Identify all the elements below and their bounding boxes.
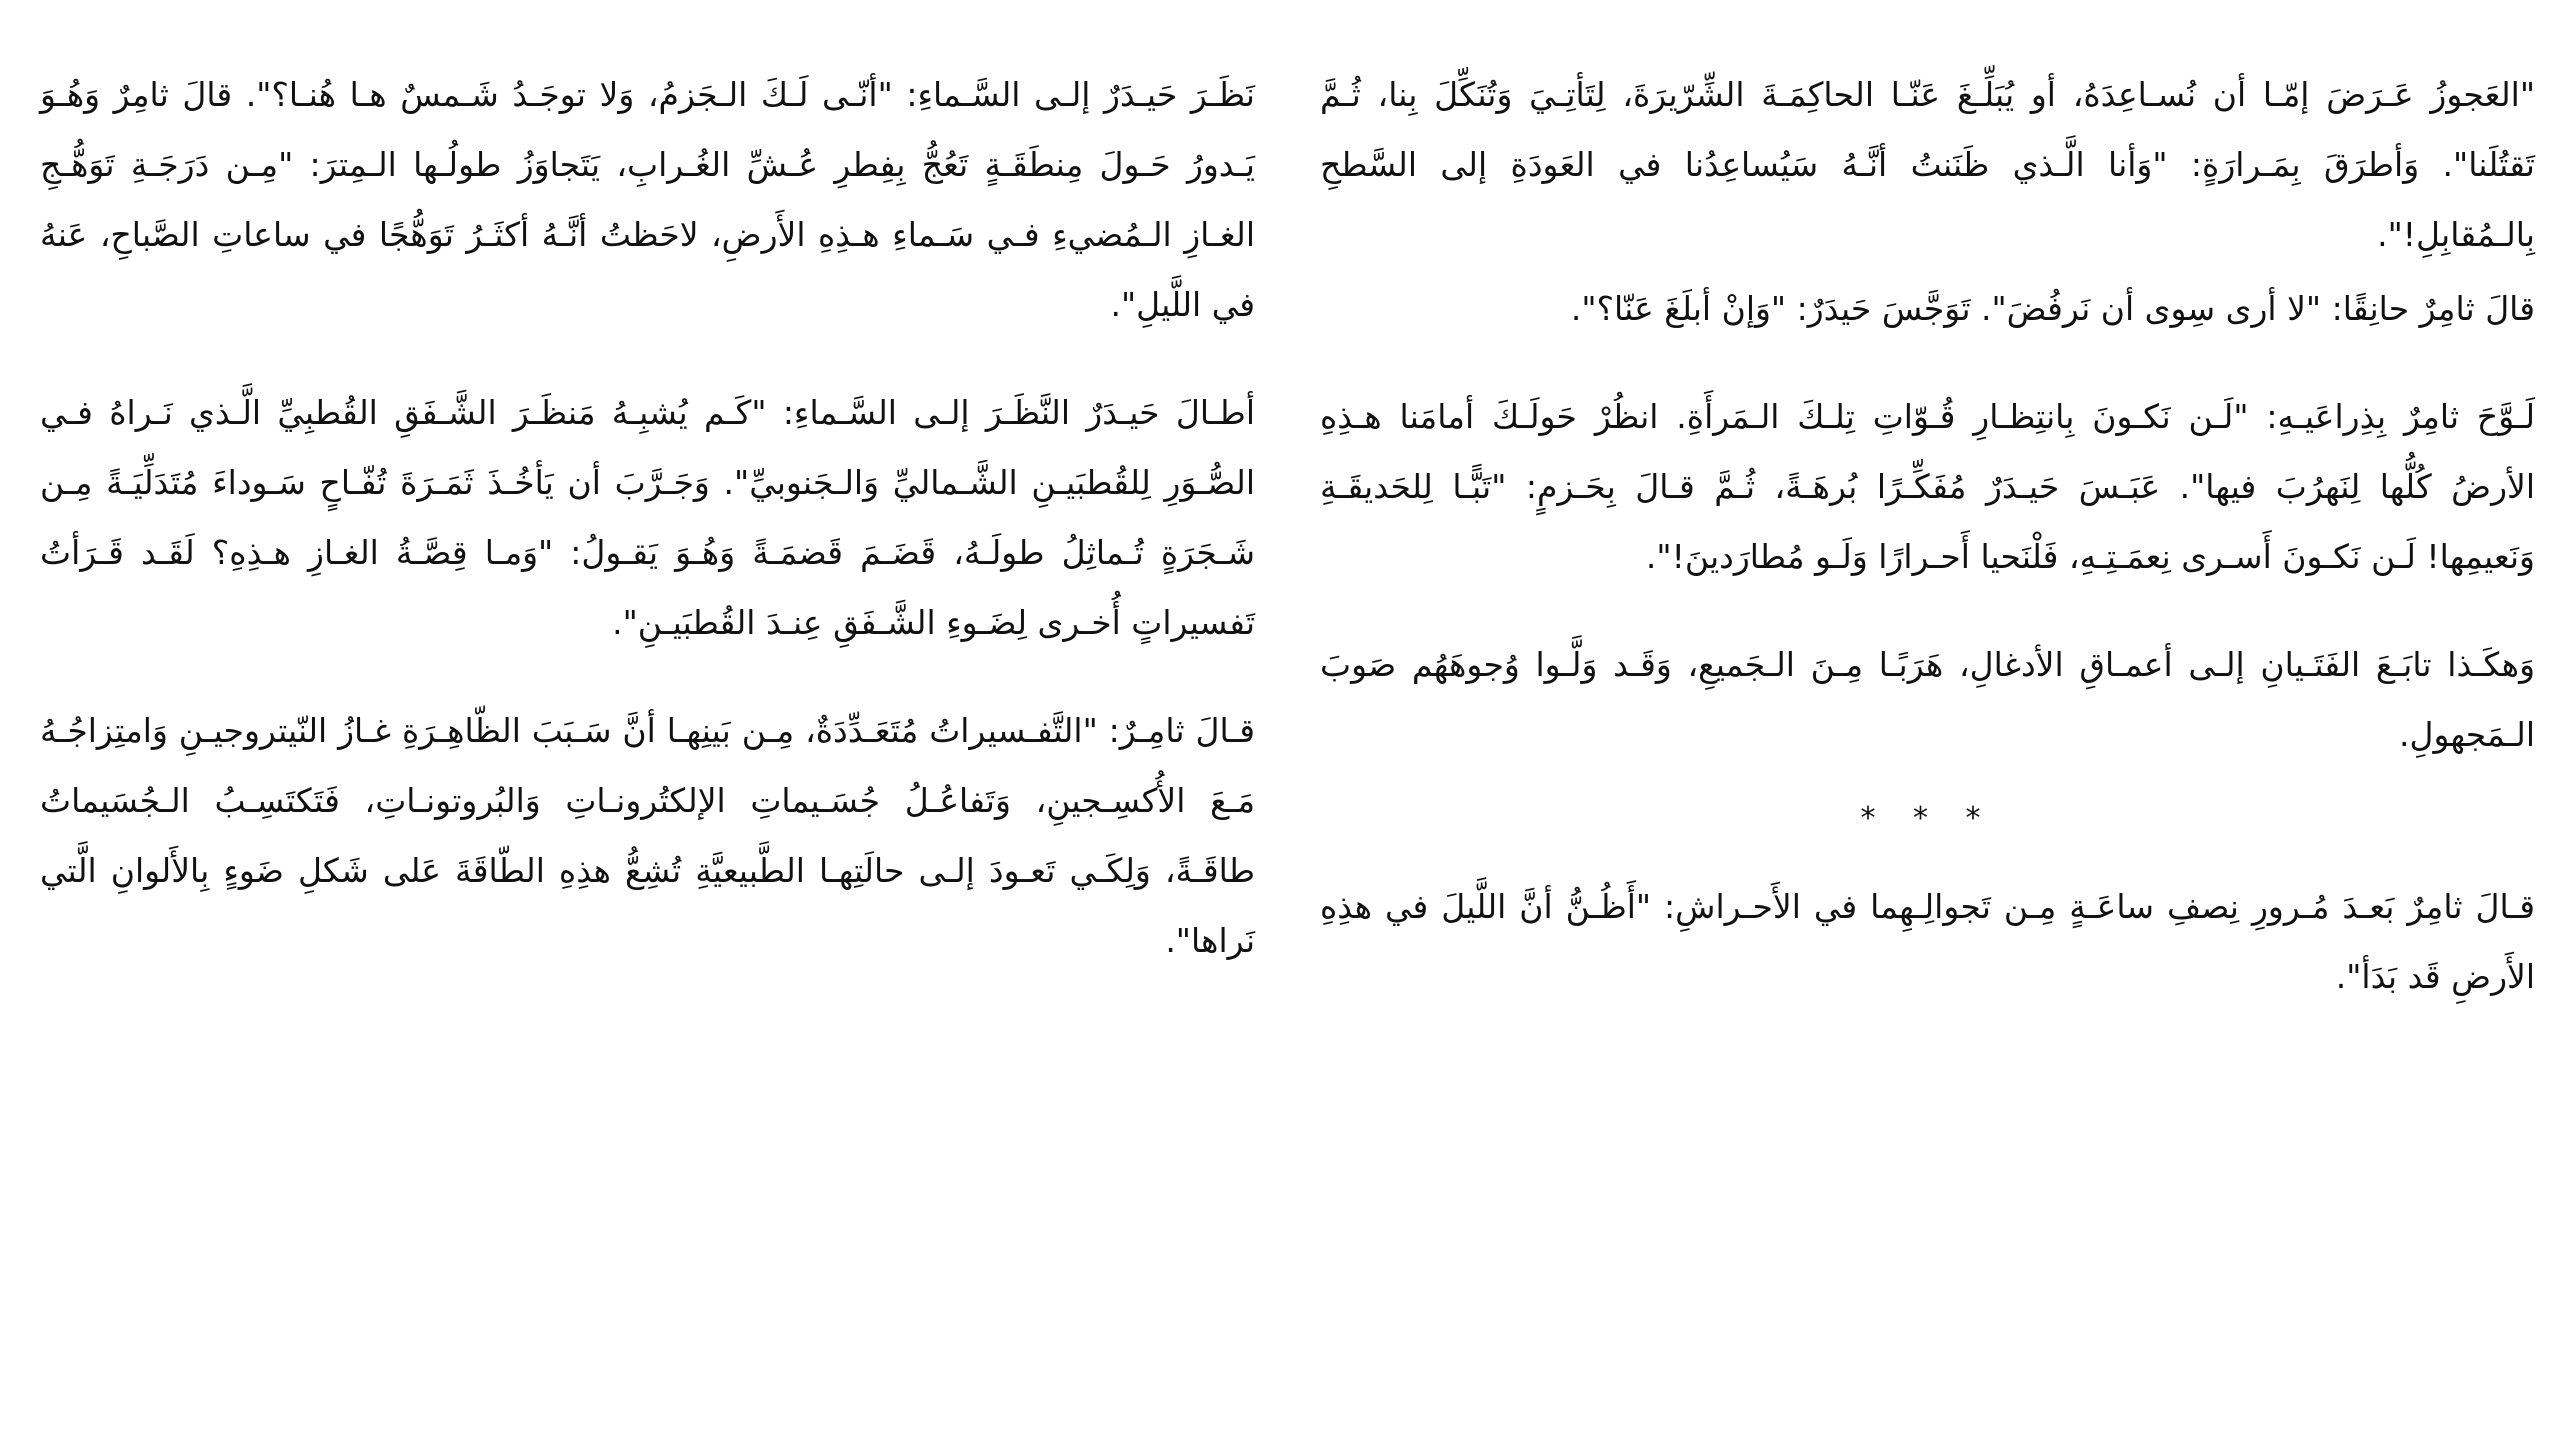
paragraph: "العَجوزُ عَـرَضَ إمّـا أن نُسـاعِدَهُ، أو يُبَلِّـغَ عَنّـا الحاكِمَـةَ الشِّرّيرَةَ، لِتَأتِـيَ وَتُنَكِّلَ بِنا، ثُـمَّ تَقتُلَنا". وَأطرَقَ بِمَـرارَةٍ: "وَأنا الَّـذي ظَنَنتُ أنَّـهُ سَيُساعِدُنا في العَودَةِ إلى السَّطحِ بِالـمُقابِلِ!". xyxy=(1320,75,2535,254)
left-page-text xyxy=(40,60,1255,1014)
paragraph: قـالَ ثامِـرٌ: "التَّفـسيراتُ مُتَعَـدِّدَةٌ، مِـن بَينِهـا أنَّ سَـبَبَ الظّاهِـرَةِ غـازُ النّيتروجيـنِ وَامتِزاجُـهُ مَـعَ الأُكسِـجينِ، وَتَفاعُـلُ جُسَـيماتِ الإلكتُرونـاتِ وَالبُروتونـاتِ، فَتَكتَسِـبُ الـجُسَيماتُ طاقَـةً، وَلِكَـي تَعـودَ إلـى حالَتِهـا الطَّبيعيَّةِ تُشِعُّ هذِهِ الطّاقَةَ عَلى شَكلِ ضَوءٍ بِالأَلوانِ الَّتي نَراها". xyxy=(40,711,1255,960)
section-divider: * * * xyxy=(1860,801,1995,836)
right-page-text xyxy=(1320,60,2535,1050)
paragraph: نَظَـرَ حَيـدَرٌ إلـى السَّـماءِ: "أنّـى لَـكَ الـجَزمُ، وَلا توجَـدُ شَـمسٌ هـا هُنـا؟". قالَ ثامِرٌ وَهُـوَ يَـدورُ حَـولَ مِنطَقَـةٍ تَعُجُّ بِفِطرِ عُـشِّ الغُـرابِ، يَتَجاوَزُ طولُـها الـمِترَ: "مِـن دَرَجَـةِ تَوَهُّـجِ الغـازِ الـمُضيءِ فـي سَـماءِ هـذِهِ الأَرضِ، لاحَظتُ أنَّـهُ أكثَـرُ تَوَهُّجًا في ساعاتِ الصَّباحِ، عَنهُ في اللَّيلِ". xyxy=(40,75,1255,324)
paragraph: قالَ ثامِرٌ حانِقًا: "لا أرى سِوى أن نَرفُضَ". تَوَجَّسَ حَيدَرٌ: "وَإنْ أبلَغَ عَنّا؟". xyxy=(1570,289,2535,328)
paragraph: قـالَ ثامِرٌ بَعـدَ مُـرورِ نِصفِ ساعَـةٍ مِـن تَجوالِـهِما في الأَحـراشِ: "أَظُـنُّ أنَّ اللَّيلَ في هذِهِ الأَرضِ قَد بَدَأ". xyxy=(1320,887,2535,996)
paragraph: أطـالَ حَيـدَرٌ النَّظَـرَ إلـى السَّـماءِ: "كَـم يُشبِـهُ مَنظَـرَ الشَّـفَقِ القُطبِيِّ الَّـذي نَـراهُ فـي الصُّـوَرِ لِلقُطبَيـنِ الشَّـماليِّ وَالـجَنوبيِّ". وَجَـرَّبَ أن يَأخُـذَ ثَمَـرَةَ تُفّـاحٍ سَـوداءَ مُتَدَلِّيَـةً مِـن شَـجَرَةٍ تُـماثِلُ طولَـهُ، قَضَـمَ قَضمَـةً وَهُـوَ يَقـولُ: "وَمـا قِصَّـةُ الغـازِ هـذِهِ؟ لَقَـد قَـرَأتُ تَفسيراتٍ أُخـرى لِضَـوءِ الشَّـفَقِ عِنـدَ القُطبَيـنِ". xyxy=(40,393,1255,642)
paragraph: وَهكَـذا تابَـعَ الفَتَـيانِ إلـى أعمـاقِ الأدغالِ، هَرَبًـا مِـنَ الـجَميعِ، وَقَـد وَلَّـوا وُجوهَهُم صَوبَ الـمَجهولِ. xyxy=(1320,645,2535,754)
paragraph: لَـوَّحَ ثامِرٌ بِذِراعَيـهِ: "لَـن نَكـونَ بِانتِظـارِ قُـوّاتِ تِلـكَ الـمَرأَةِ. انظُرْ حَولَـكَ أمامَنا هـذِهِ الأرضُ كُلُّها لِنَهرُبَ فيها". عَبَـسَ حَيـدَرٌ مُفَكِّـرًا بُرهَـةً، ثُـمَّ قـالَ بِحَـزمٍ: "تَبًّـا لِلحَديقَـةِ وَنَعيمِها! لَـن نَكـونَ أَسـرى نِعمَـتِـهِ، فَلْنَحيا أَحـرارًا وَلَـو مُطارَدينَ!". xyxy=(1320,397,2535,576)
